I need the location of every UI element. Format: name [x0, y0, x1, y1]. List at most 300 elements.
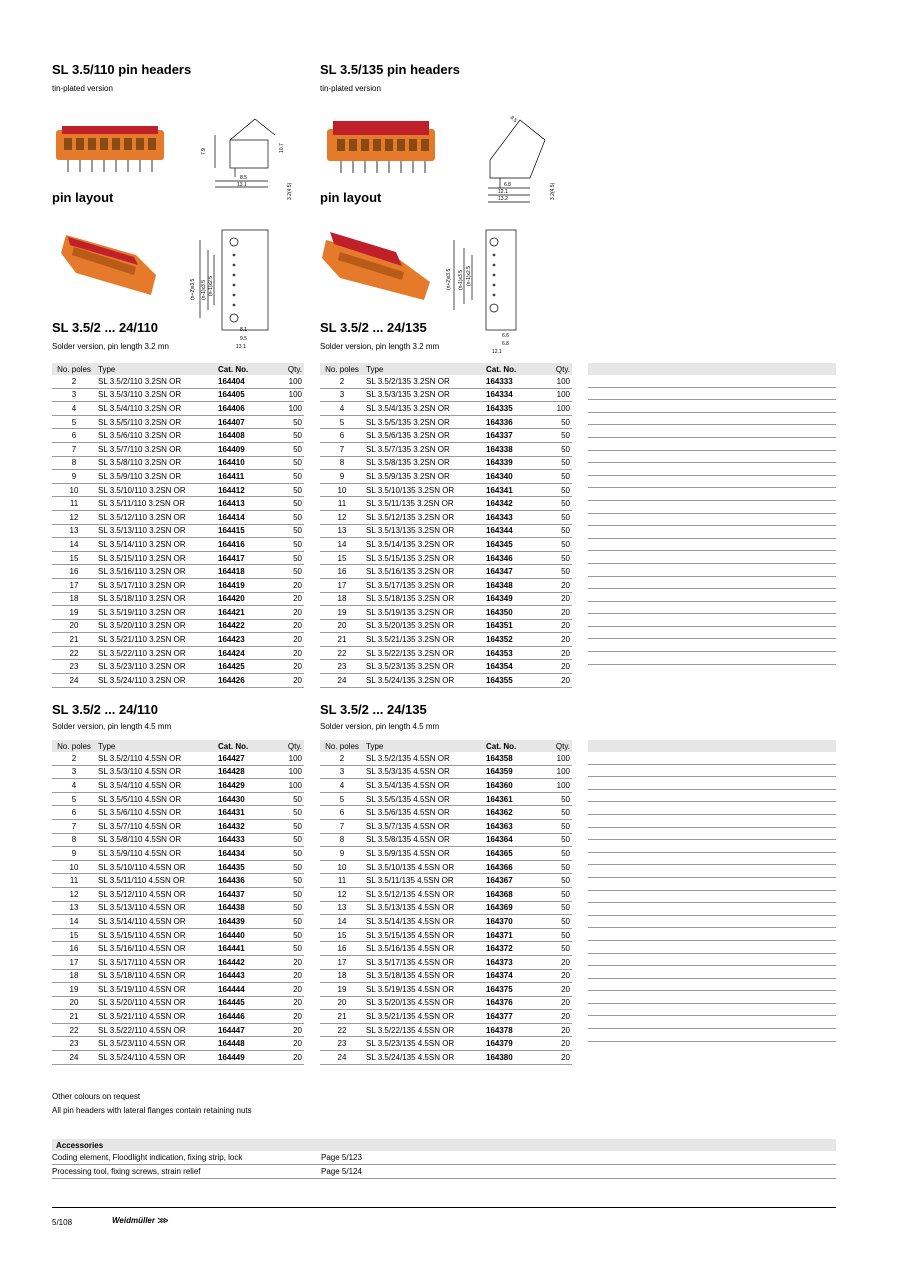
qty-cell: 50 — [538, 524, 572, 538]
table-row — [320, 901, 572, 915]
type-cell: SL 3.5/18/135 3.2SN OR — [364, 592, 484, 606]
qty-cell: 50 — [270, 442, 304, 456]
qty-cell: 20 — [270, 674, 304, 688]
table-pin-3-2-135 — [320, 363, 572, 688]
svg-text:7.9: 7.9 — [201, 148, 207, 155]
table-row — [320, 819, 572, 833]
qty-cell: 20 — [270, 955, 304, 969]
type-cell: SL 3.5/9/135 4.5SN OR — [364, 847, 484, 861]
table-row — [52, 847, 304, 861]
cat-no-cell: 164371 — [484, 928, 538, 942]
table-row — [52, 551, 304, 565]
svg-text:(n-1)x3.5: (n-1)x3.5 — [201, 279, 207, 300]
poles-cell: 24 — [52, 674, 96, 688]
table-row — [320, 429, 572, 443]
poles-cell: 16 — [52, 942, 96, 956]
left-layout-title: pin layout — [52, 190, 114, 205]
cat-no-cell: 164372 — [484, 942, 538, 956]
type-cell: SL 3.5/19/110 3.2SN OR — [96, 606, 216, 620]
blank-rule — [588, 802, 836, 815]
cat-no-cell: 164417 — [216, 551, 270, 565]
cat-no-cell: 164411 — [216, 470, 270, 484]
cat-no-cell: 164412 — [216, 483, 270, 497]
qty-cell: 50 — [538, 565, 572, 579]
poles-cell: 22 — [320, 1023, 364, 1037]
table-row — [320, 646, 572, 660]
brand-name: Weidmüller — [112, 1216, 155, 1225]
svg-text:13.2: 13.2 — [498, 196, 508, 202]
cat-no-cell: 164414 — [216, 510, 270, 524]
poles-cell: 10 — [52, 483, 96, 497]
svg-text:(n+2)x3.5: (n+2)x3.5 — [446, 268, 452, 290]
qty-cell: 50 — [270, 470, 304, 484]
note-colours: Other colours on request — [52, 1092, 141, 1101]
cat-no-cell: 164368 — [484, 887, 538, 901]
blank-rule — [588, 954, 836, 967]
table-row — [52, 779, 304, 793]
cat-no-cell: 164434 — [216, 847, 270, 861]
note-retaining-nuts: All pin headers with lateral flanges contain retaining nuts — [52, 1106, 252, 1115]
table-row — [320, 402, 572, 416]
type-cell: SL 3.5/15/135 3.2SN OR — [364, 551, 484, 565]
column-header: Type — [96, 363, 216, 375]
column-header: Cat. No. — [216, 740, 270, 752]
column-header: Qty. — [538, 740, 572, 752]
table-row — [320, 456, 572, 470]
poles-cell: 11 — [52, 497, 96, 511]
cat-no-cell: 164442 — [216, 955, 270, 969]
qty-cell: 50 — [270, 538, 304, 552]
table-row — [52, 510, 304, 524]
qty-cell: 50 — [270, 901, 304, 915]
column-header: No. poles — [52, 363, 96, 375]
cat-no-cell: 164359 — [484, 765, 538, 779]
table-row — [320, 674, 572, 688]
connector-photo-135 — [325, 115, 440, 175]
qty-cell: 100 — [270, 752, 304, 765]
svg-text:6.8: 6.8 — [504, 182, 511, 188]
poles-cell: 9 — [52, 470, 96, 484]
cat-no-cell: 164432 — [216, 819, 270, 833]
qty-cell: 50 — [538, 538, 572, 552]
qty-cell: 100 — [538, 388, 572, 402]
svg-text:9.5: 9.5 — [240, 336, 247, 342]
qty-cell: 20 — [270, 646, 304, 660]
type-cell: SL 3.5/21/135 4.5SN OR — [364, 1010, 484, 1024]
qty-cell: 50 — [270, 847, 304, 861]
table-row — [52, 442, 304, 456]
table-row — [52, 592, 304, 606]
type-cell: SL 3.5/16/135 4.5SN OR — [364, 942, 484, 956]
cat-no-cell: 164334 — [484, 388, 538, 402]
poles-cell: 13 — [52, 901, 96, 915]
table-4-heading: SL 3.5/2 ... 24/135 — [320, 702, 427, 717]
poles-cell: 12 — [52, 887, 96, 901]
type-cell: SL 3.5/5/110 4.5SN OR — [96, 792, 216, 806]
cat-no-cell: 164420 — [216, 592, 270, 606]
qty-cell: 50 — [538, 470, 572, 484]
type-cell: SL 3.5/6/135 4.5SN OR — [364, 806, 484, 820]
cat-no-cell: 164370 — [484, 915, 538, 929]
poles-cell: 16 — [52, 565, 96, 579]
qty-cell: 100 — [538, 765, 572, 779]
poles-cell: 22 — [320, 646, 364, 660]
cat-no-cell: 164350 — [484, 606, 538, 620]
qty-cell: 20 — [538, 660, 572, 674]
blank-rule — [588, 463, 836, 476]
type-cell: SL 3.5/3/110 4.5SN OR — [96, 765, 216, 779]
type-cell: SL 3.5/11/110 3.2SN OR — [96, 497, 216, 511]
qty-cell: 50 — [270, 874, 304, 888]
accessory-page-link[interactable]: Page 5/123 — [321, 1153, 362, 1162]
qty-cell: 50 — [538, 415, 572, 429]
table-row — [52, 619, 304, 633]
poles-cell: 3 — [320, 388, 364, 402]
blank-rule — [588, 564, 836, 577]
cat-no-cell: 164345 — [484, 538, 538, 552]
type-cell: SL 3.5/20/110 3.2SN OR — [96, 619, 216, 633]
type-cell: SL 3.5/2/110 3.2SN OR — [96, 375, 216, 388]
table-4-note: Solder version, pin length 4.5 mm — [320, 722, 440, 731]
table-row — [52, 538, 304, 552]
cat-no-cell: 164425 — [216, 660, 270, 674]
cat-no-cell: 164413 — [216, 497, 270, 511]
pin-layout-drawing-135 — [436, 200, 536, 360]
blank-rule — [588, 840, 836, 853]
cat-no-cell: 164341 — [484, 483, 538, 497]
blank-rule — [588, 400, 836, 413]
type-cell: SL 3.5/12/135 3.2SN OR — [364, 510, 484, 524]
qty-cell: 20 — [538, 969, 572, 983]
qty-cell: 50 — [538, 806, 572, 820]
svg-text:(n-1)x3.5: (n-1)x3.5 — [458, 269, 464, 290]
qty-cell: 20 — [538, 983, 572, 997]
column-header: Type — [364, 363, 484, 375]
qty-cell: 50 — [538, 847, 572, 861]
cat-no-cell: 164436 — [216, 874, 270, 888]
table-row — [52, 969, 304, 983]
type-cell: SL 3.5/4/110 4.5SN OR — [96, 779, 216, 793]
qty-cell: 100 — [270, 375, 304, 388]
cat-no-cell: 164405 — [216, 388, 270, 402]
poles-cell: 21 — [320, 1010, 364, 1024]
table-row — [320, 633, 572, 647]
poles-cell: 15 — [320, 928, 364, 942]
cat-no-cell: 164358 — [484, 752, 538, 765]
type-cell: SL 3.5/3/135 3.2SN OR — [364, 388, 484, 402]
qty-cell: 20 — [538, 1037, 572, 1051]
type-cell: SL 3.5/16/135 3.2SN OR — [364, 565, 484, 579]
cat-no-cell: 164429 — [216, 779, 270, 793]
cat-no-cell: 164439 — [216, 915, 270, 929]
qty-cell: 100 — [270, 779, 304, 793]
type-cell: SL 3.5/9/135 3.2SN OR — [364, 470, 484, 484]
table-row — [52, 565, 304, 579]
cat-no-cell: 164415 — [216, 524, 270, 538]
accessory-label: Coding element, Floodlight indication, fixing strip, lock — [52, 1153, 243, 1162]
cat-no-cell: 164410 — [216, 456, 270, 470]
type-cell: SL 3.5/8/135 4.5SN OR — [364, 833, 484, 847]
blank-rule — [588, 979, 836, 992]
poles-cell: 7 — [52, 442, 96, 456]
poles-cell: 9 — [52, 847, 96, 861]
poles-cell: 7 — [320, 819, 364, 833]
left-subtitle: tin-plated version — [52, 84, 113, 93]
poles-cell: 12 — [52, 510, 96, 524]
poles-cell: 17 — [320, 955, 364, 969]
type-cell: SL 3.5/15/110 3.2SN OR — [96, 551, 216, 565]
poles-cell: 18 — [52, 592, 96, 606]
type-cell: SL 3.5/22/135 4.5SN OR — [364, 1023, 484, 1037]
table-row — [52, 887, 304, 901]
table-row — [52, 646, 304, 660]
qty-cell: 50 — [538, 456, 572, 470]
cat-no-cell: 164344 — [484, 524, 538, 538]
cat-no-cell: 164375 — [484, 983, 538, 997]
poles-cell: 13 — [52, 524, 96, 538]
poles-cell: 11 — [52, 874, 96, 888]
poles-cell: 21 — [320, 633, 364, 647]
cat-no-cell: 164404 — [216, 375, 270, 388]
blank-rule — [588, 790, 836, 803]
svg-text:12.1: 12.1 — [498, 189, 508, 195]
blank-rule — [588, 1016, 836, 1029]
qty-cell: 20 — [538, 633, 572, 647]
poles-cell: 4 — [320, 402, 364, 416]
dimension-drawing-135 — [460, 100, 560, 210]
column-header: No. poles — [320, 740, 364, 752]
accessory-page-link[interactable]: Page 5/124 — [321, 1167, 362, 1176]
cat-no-cell: 164406 — [216, 402, 270, 416]
qty-cell: 50 — [270, 497, 304, 511]
qty-cell: 50 — [538, 510, 572, 524]
cat-no-cell: 164362 — [484, 806, 538, 820]
table-pin-4-5-110 — [52, 740, 304, 1065]
type-cell: SL 3.5/15/110 4.5SN OR — [96, 928, 216, 942]
type-cell: SL 3.5/13/110 3.2SN OR — [96, 524, 216, 538]
cat-no-cell: 164374 — [484, 969, 538, 983]
poles-cell: 19 — [52, 983, 96, 997]
blank-rule — [588, 577, 836, 590]
accessory-row — [52, 1165, 836, 1179]
left-title: SL 3.5/110 pin headers — [52, 62, 192, 77]
poles-cell: 8 — [52, 456, 96, 470]
svg-text:12.1: 12.1 — [492, 349, 502, 355]
qty-cell: 50 — [270, 887, 304, 901]
qty-cell: 50 — [270, 456, 304, 470]
blank-rule — [588, 941, 836, 954]
qty-cell: 20 — [270, 1051, 304, 1065]
type-cell: SL 3.5/14/135 3.2SN OR — [364, 538, 484, 552]
poles-cell: 8 — [320, 456, 364, 470]
table-row — [52, 901, 304, 915]
blank-rule — [588, 865, 836, 878]
qty-cell: 50 — [270, 483, 304, 497]
qty-cell: 50 — [538, 928, 572, 942]
poles-cell: 12 — [320, 887, 364, 901]
qty-cell: 100 — [270, 402, 304, 416]
table-row — [52, 806, 304, 820]
accessories-table — [52, 1139, 836, 1179]
poles-cell: 17 — [52, 955, 96, 969]
poles-cell: 2 — [52, 375, 96, 388]
svg-text:8.5: 8.5 — [240, 175, 247, 181]
cat-no-cell: 164449 — [216, 1051, 270, 1065]
table-header-row — [320, 740, 572, 752]
type-cell: SL 3.5/6/110 3.2SN OR — [96, 429, 216, 443]
poles-cell: 10 — [320, 483, 364, 497]
blank-rule — [588, 903, 836, 916]
poles-cell: 13 — [320, 524, 364, 538]
column-header: No. poles — [52, 740, 96, 752]
qty-cell: 20 — [538, 619, 572, 633]
type-cell: SL 3.5/17/135 4.5SN OR — [364, 955, 484, 969]
poles-cell: 15 — [320, 551, 364, 565]
qty-cell: 50 — [270, 833, 304, 847]
poles-cell: 2 — [320, 375, 364, 388]
cat-no-cell: 164448 — [216, 1037, 270, 1051]
type-cell: SL 3.5/8/110 4.5SN OR — [96, 833, 216, 847]
type-cell: SL 3.5/20/135 3.2SN OR — [364, 619, 484, 633]
poles-cell: 18 — [52, 969, 96, 983]
poles-cell: 6 — [52, 429, 96, 443]
cat-no-cell: 164335 — [484, 402, 538, 416]
blank-rule — [588, 878, 836, 891]
table-row — [52, 983, 304, 997]
qty-cell: 20 — [538, 674, 572, 688]
cat-no-cell: 164407 — [216, 415, 270, 429]
qty-cell: 20 — [270, 1023, 304, 1037]
table-row — [320, 874, 572, 888]
table-row — [320, 388, 572, 402]
blank-rule — [588, 451, 836, 464]
cat-no-cell: 164343 — [484, 510, 538, 524]
type-cell: SL 3.5/14/110 3.2SN OR — [96, 538, 216, 552]
table-row — [320, 752, 572, 765]
cat-no-cell: 164348 — [484, 578, 538, 592]
table-row — [320, 470, 572, 484]
qty-cell: 50 — [270, 860, 304, 874]
blank-header — [588, 740, 836, 752]
table-row — [320, 847, 572, 861]
table-row — [52, 456, 304, 470]
cat-no-cell: 164347 — [484, 565, 538, 579]
table-row — [52, 792, 304, 806]
blank-rule — [588, 425, 836, 438]
table-header-row — [52, 363, 304, 375]
column-header: Type — [364, 740, 484, 752]
table-row — [52, 928, 304, 942]
type-cell: SL 3.5/2/110 4.5SN OR — [96, 752, 216, 765]
column-header: Type — [96, 740, 216, 752]
type-cell: SL 3.5/4/135 3.2SN OR — [364, 402, 484, 416]
accessory-label: Processing tool, fixing screws, strain relief — [52, 1167, 201, 1176]
table-row — [320, 792, 572, 806]
table-row — [52, 765, 304, 779]
cat-no-cell: 164378 — [484, 1023, 538, 1037]
blank-rule — [588, 815, 836, 828]
qty-cell: 100 — [538, 752, 572, 765]
qty-cell: 100 — [270, 765, 304, 779]
qty-cell: 20 — [538, 1051, 572, 1065]
poles-cell: 8 — [52, 833, 96, 847]
type-cell: SL 3.5/24/110 3.2SN OR — [96, 674, 216, 688]
poles-cell: 23 — [52, 1037, 96, 1051]
svg-text:(n-1)x2.5: (n-1)x2.5 — [208, 275, 214, 296]
qty-cell: 50 — [270, 524, 304, 538]
type-cell: SL 3.5/9/110 4.5SN OR — [96, 847, 216, 861]
qty-cell: 100 — [270, 388, 304, 402]
type-cell: SL 3.5/22/110 3.2SN OR — [96, 646, 216, 660]
blank-rule — [588, 438, 836, 451]
right-layout-title: pin layout — [320, 190, 382, 205]
cat-no-cell: 164373 — [484, 955, 538, 969]
qty-cell: 20 — [270, 606, 304, 620]
type-cell: SL 3.5/7/110 4.5SN OR — [96, 819, 216, 833]
poles-cell: 23 — [320, 660, 364, 674]
cat-no-cell: 164339 — [484, 456, 538, 470]
table-row — [52, 942, 304, 956]
poles-cell: 2 — [52, 752, 96, 765]
table-row — [52, 674, 304, 688]
table-row — [320, 983, 572, 997]
poles-cell: 15 — [52, 551, 96, 565]
qty-cell: 50 — [538, 901, 572, 915]
qty-cell: 100 — [538, 402, 572, 416]
table-row — [52, 660, 304, 674]
poles-cell: 12 — [320, 510, 364, 524]
right-title: SL 3.5/135 pin headers — [320, 62, 460, 77]
table-row — [52, 1037, 304, 1051]
qty-cell: 50 — [538, 551, 572, 565]
table-row — [320, 806, 572, 820]
qty-cell: 50 — [538, 483, 572, 497]
blank-rule — [588, 916, 836, 929]
poles-cell: 2 — [320, 752, 364, 765]
cat-no-cell: 164340 — [484, 470, 538, 484]
qty-cell: 20 — [270, 592, 304, 606]
table-row — [320, 1010, 572, 1024]
type-cell: SL 3.5/24/110 4.5SN OR — [96, 1051, 216, 1065]
type-cell: SL 3.5/23/135 4.5SN OR — [364, 1037, 484, 1051]
qty-cell: 20 — [270, 578, 304, 592]
table-row — [320, 524, 572, 538]
qty-cell: 20 — [538, 592, 572, 606]
blank-rule — [588, 526, 836, 539]
poles-cell: 24 — [52, 1051, 96, 1065]
cat-no-cell: 164376 — [484, 996, 538, 1010]
table-row — [52, 752, 304, 765]
cat-no-cell: 164351 — [484, 619, 538, 633]
type-cell: SL 3.5/8/110 3.2SN OR — [96, 456, 216, 470]
cat-no-cell: 164352 — [484, 633, 538, 647]
cat-no-cell: 164338 — [484, 442, 538, 456]
cat-no-cell: 164355 — [484, 674, 538, 688]
type-cell: SL 3.5/8/135 3.2SN OR — [364, 456, 484, 470]
cat-no-cell: 164423 — [216, 633, 270, 647]
type-cell: SL 3.5/19/110 4.5SN OR — [96, 983, 216, 997]
cat-no-cell: 164431 — [216, 806, 270, 820]
qty-cell: 50 — [270, 415, 304, 429]
poles-cell: 10 — [320, 860, 364, 874]
poles-cell: 16 — [320, 942, 364, 956]
qty-cell: 50 — [538, 819, 572, 833]
type-cell: SL 3.5/11/135 3.2SN OR — [364, 497, 484, 511]
blank-rule — [588, 891, 836, 904]
poles-cell: 8 — [320, 833, 364, 847]
qty-cell: 20 — [270, 660, 304, 674]
svg-text:8.5: 8.5 — [508, 114, 518, 125]
